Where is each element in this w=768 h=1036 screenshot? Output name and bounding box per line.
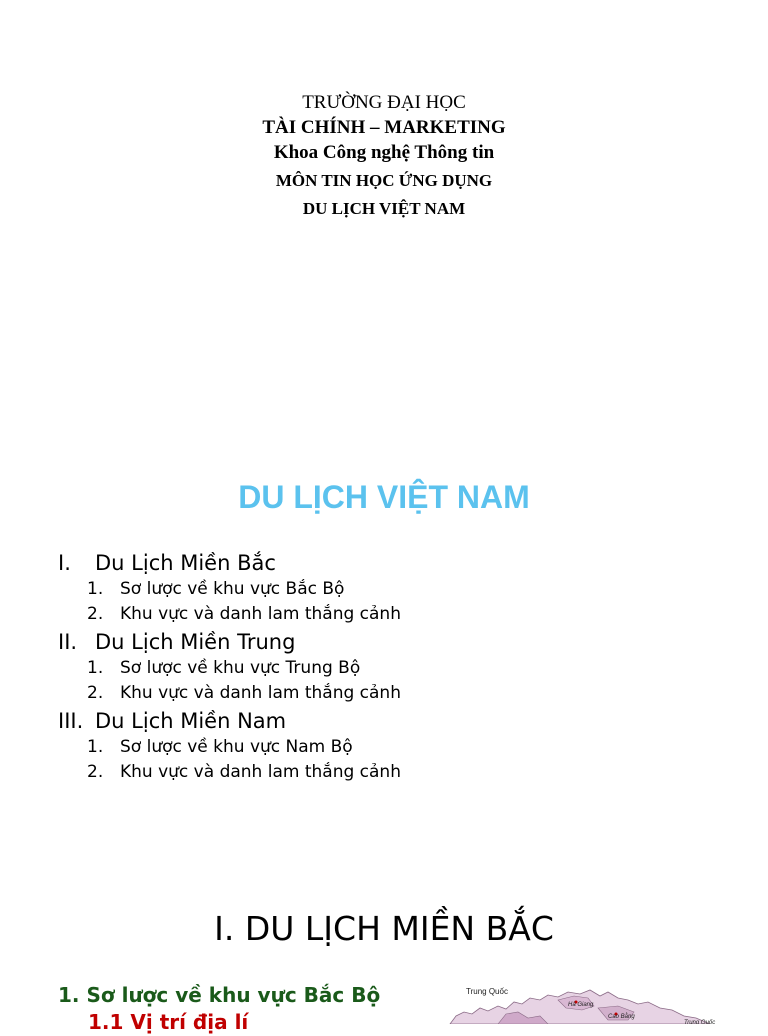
toc-section — [58, 549, 738, 577]
project-title: DU LỊCH VIỆT NAM — [302, 199, 466, 218]
toc-section — [58, 707, 738, 735]
toc-item-number: 2. — [87, 604, 104, 624]
table-of-contents — [58, 548, 738, 785]
toc-item-label: Khu vực và danh lam thắng cảnh — [120, 762, 401, 782]
toc-item-number: 2. — [87, 762, 104, 782]
map-svg — [448, 978, 730, 1024]
map-right-label: Trung Quốc — [684, 1020, 716, 1024]
toc-item-label: Sơ lược về khu vực Nam Bộ — [120, 737, 353, 757]
map-province-label: Cao Bằng — [608, 1014, 635, 1020]
toc-item — [58, 681, 738, 706]
toc-section — [58, 628, 738, 656]
toc-item — [58, 577, 738, 602]
toc-item — [58, 602, 738, 627]
subsection-heading: 1. Sơ lược về khu vực Bắc Bộ — [58, 983, 381, 1007]
toc-item — [58, 760, 738, 785]
university-line: TRƯỜNG ĐẠI HỌC — [302, 92, 466, 113]
toc-item-label: Sơ lược về khu vực Bắc Bộ — [120, 579, 345, 599]
map-country-label: Trung Quốc — [466, 987, 508, 996]
toc-item-label: Sơ lược về khu vực Trung Bộ — [120, 658, 361, 678]
toc-section-label: Du Lịch Miền Bắc — [95, 551, 276, 575]
toc-section-number: I. — [58, 551, 71, 575]
toc-item-number: 1. — [87, 658, 104, 678]
toc-item-label: Khu vực và danh lam thắng cảnh — [120, 604, 401, 624]
toc-item-number: 1. — [87, 579, 104, 599]
course-name: MÔN TIN HỌC ỨNG DỤNG — [275, 171, 493, 190]
toc-item-label: Khu vực và danh lam thắng cảnh — [120, 683, 401, 703]
toc-section-number: II. — [58, 630, 78, 654]
toc-item-number: 2. — [87, 683, 104, 703]
toc-item-number: 1. — [87, 737, 104, 757]
faculty-name: Khoa Công nghệ Thông tin — [273, 142, 495, 163]
toc-item — [58, 656, 738, 681]
toc-section-label: Du Lịch Miền Trung — [95, 630, 296, 654]
section-title: I. DU LỊCH MIỀN BẮC — [214, 909, 554, 948]
toc-section-number: III. — [58, 709, 84, 733]
map-province-label: Hà Giang — [568, 1002, 594, 1008]
toc-section-label: Du Lịch Miền Nam — [95, 709, 287, 733]
map-image — [448, 978, 730, 1024]
toc-item — [58, 735, 738, 760]
toc-title: DU LỊCH VIỆT NAM — [238, 479, 530, 515]
cover-block — [0, 90, 768, 223]
subsubsection-heading: 1.1 Vị trí địa lí — [88, 1010, 249, 1034]
university-name: TÀI CHÍNH – MARKETING — [262, 117, 506, 138]
